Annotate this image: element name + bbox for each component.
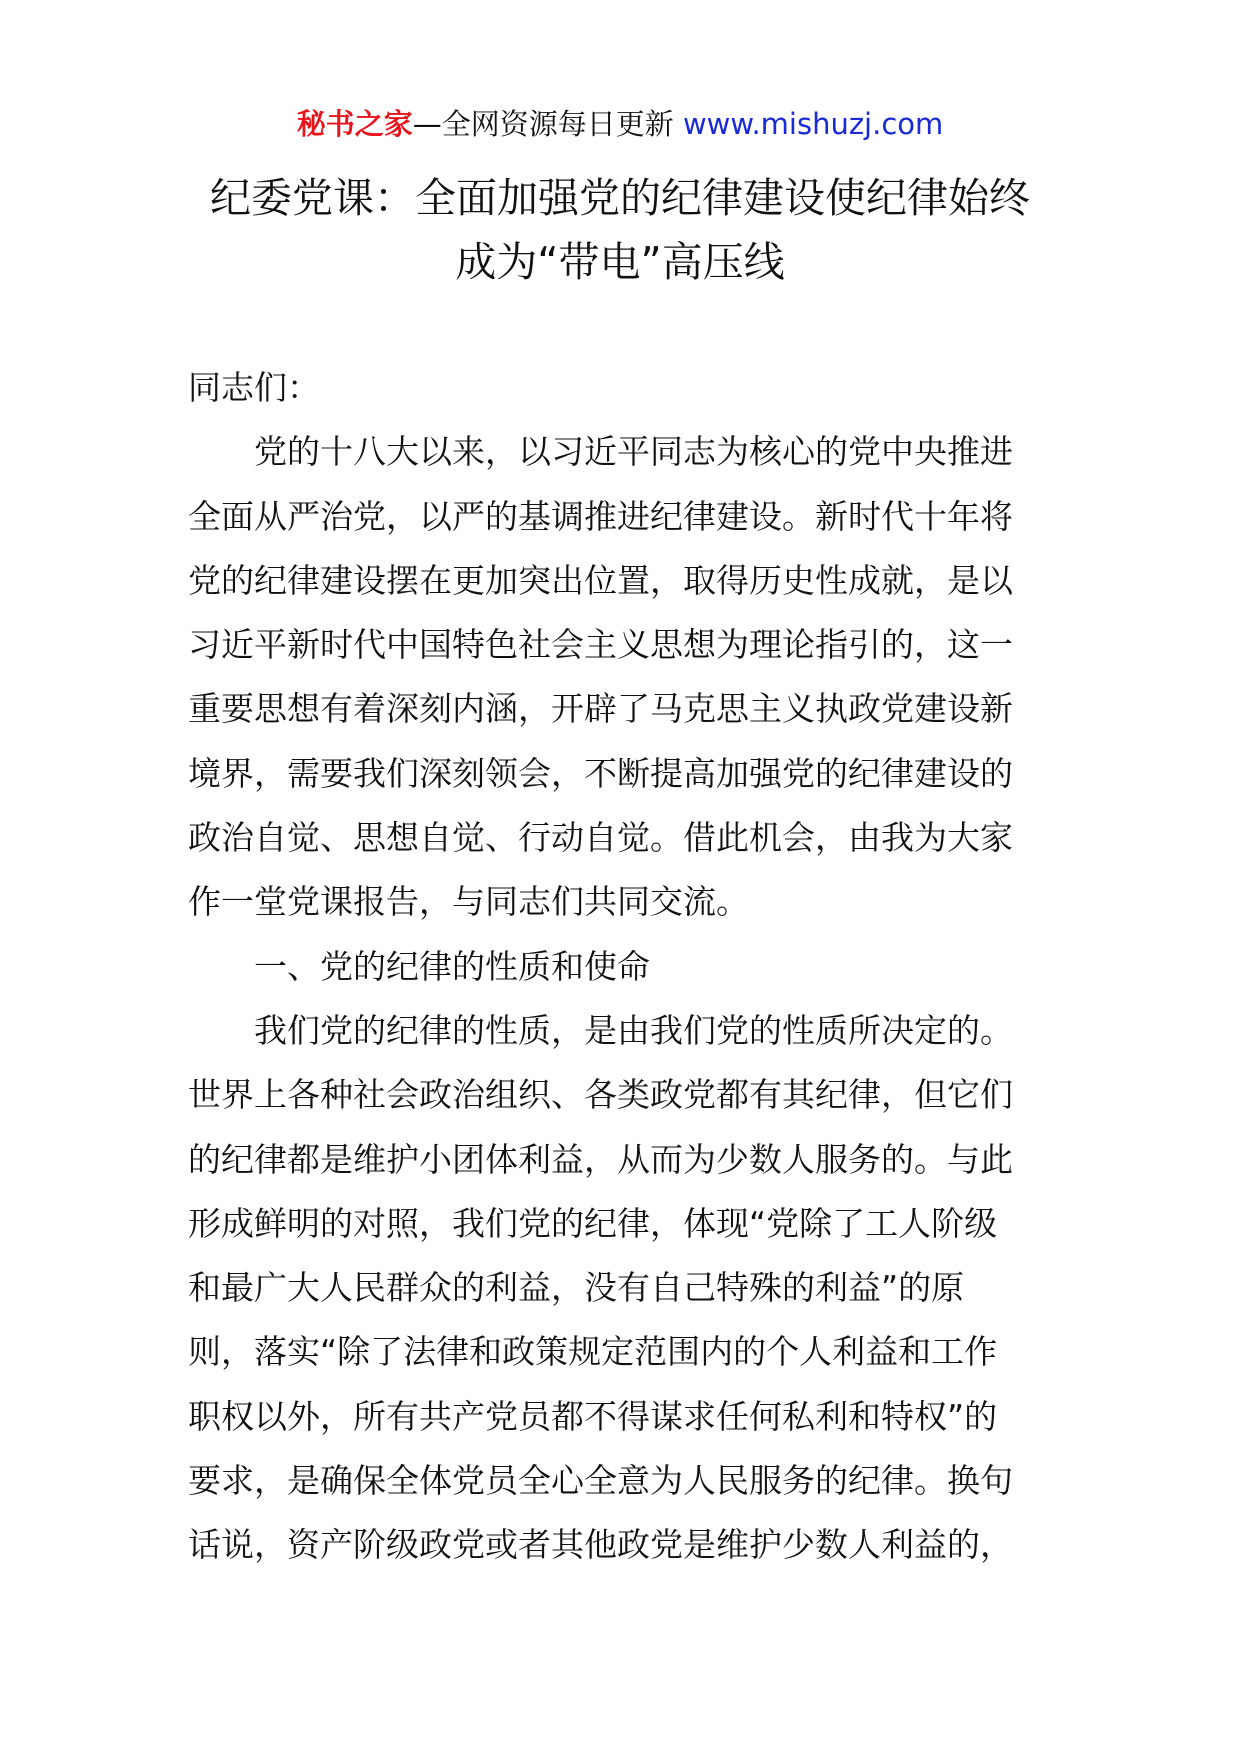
body-line: 党的十八大以来，以习近平同志为核心的党中央推进 [254, 432, 1013, 472]
brand-name: 秘书之家 [296, 107, 413, 141]
body-line: 境界，需要我们深刻领会，不断提高加强党的纪律建设的 [188, 753, 1013, 793]
body-line: 世界上各种社会政治组织、各类政党都有其纪律，但它们 [188, 1075, 1013, 1115]
body-line: 我们党的纪律的性质，是由我们党的性质所决定的。 [254, 1010, 1013, 1050]
body-line: 和最广大人民群众的利益，没有自己特殊的利益”的原 [188, 1268, 965, 1308]
document-body [188, 356, 1058, 1578]
body-line: 党的纪律建设摆在更加突出位置，取得历史性成就，是以 [188, 560, 1013, 600]
site-url-link[interactable]: www.mishuzj.com [682, 107, 944, 141]
body-line: 的纪律都是维护小团体利益，从而为少数人服务的。与此 [188, 1139, 1013, 1179]
body-line: 作一堂党课报告，与同志们共同交流。 [188, 882, 749, 922]
salutation: 同志们： [188, 368, 320, 407]
title-line-1: 纪委党课：全面加强党的纪律建设使纪律始终 [210, 174, 1030, 222]
body-line: 政治自觉、思想自觉、行动自觉。借此机会，由我为大家 [188, 818, 1013, 858]
document-title [180, 166, 1060, 294]
body-line: 职权以外，所有共产党员都不得谋求任何私利和特权”的 [188, 1396, 998, 1436]
body-line: 重要思想有着深刻内涵，开辟了马克思主义执政党建设新 [188, 689, 1013, 729]
body-line: 则，落实“除了法律和政策规定范围内的个人利益和工作 [188, 1332, 998, 1372]
body-line: 话说，资产阶级政党或者其他政党是维护少数人利益的， [188, 1525, 1013, 1565]
body-line: 要求，是确保全体党员全心全意为人民服务的纪律。换句 [188, 1461, 1013, 1501]
body-line: 习近平新时代中国特色社会主义思想为理论指引的，这一 [188, 625, 1013, 665]
section-heading: 一、党的纪律的性质和使命 [254, 946, 650, 986]
body-line: 形成鲜明的对照，我们党的纪律，体现“党除了工人阶级 [188, 1203, 998, 1243]
site-header [0, 100, 1240, 148]
header-slogan: —全网资源每日更新 [412, 107, 674, 141]
title-line-2: 成为“带电”高压线 [455, 238, 785, 286]
body-line: 全面从严治党，以严的基调推进纪律建设。新时代十年将 [188, 496, 1013, 536]
